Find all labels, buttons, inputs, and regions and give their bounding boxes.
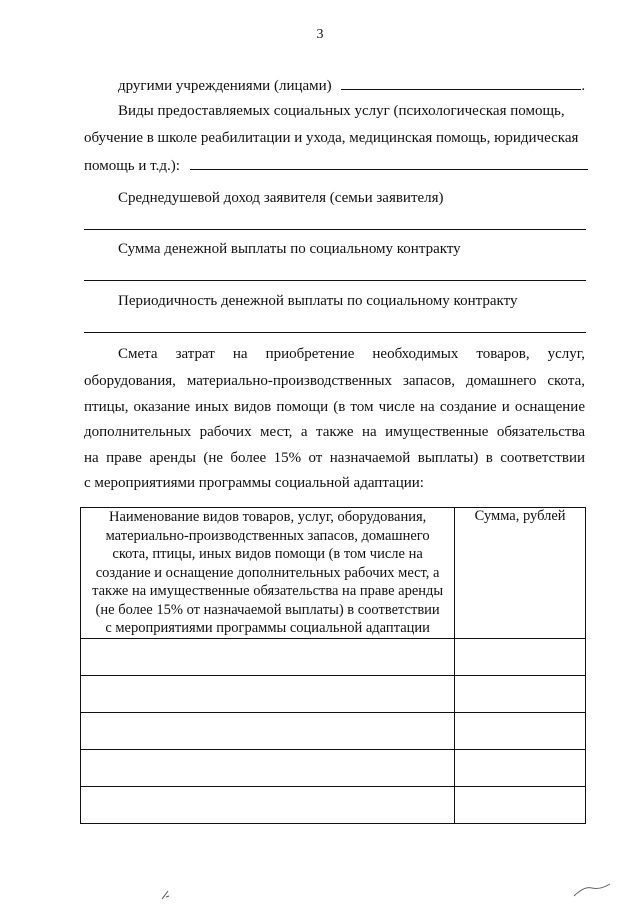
scan-artifact-mark	[160, 887, 176, 901]
item-name-cell[interactable]	[81, 638, 455, 675]
other-institutions-field[interactable]	[341, 75, 581, 90]
other-institutions-label: другими учреждениями (лицами)	[118, 78, 332, 94]
services-line-2: обучение в школе реабилитации и ухода, медицинская помощь, юридическая	[84, 130, 579, 146]
item-sum-cell[interactable]	[455, 786, 586, 823]
header-item-name	[81, 508, 455, 639]
table-row	[81, 712, 586, 749]
services-field[interactable]	[190, 155, 588, 170]
header-name-line: материально-производственных запасов, домашнего	[105, 527, 430, 544]
item-sum-cell[interactable]	[455, 749, 586, 786]
item-name-cell[interactable]	[81, 749, 455, 786]
period-mark: .	[581, 78, 586, 94]
services-line-3	[84, 155, 585, 175]
header-name-line: (не более 15% от назначаемой выплаты) в соответствии	[95, 601, 440, 618]
signature-stroke	[572, 880, 612, 900]
estimate-line-5: на праве аренды (не более 15% от назначаемой выплаты) в соответствии	[84, 450, 585, 466]
estimate-line-4: дополнительных рабочих мест, а также на имущественные обязательства	[84, 424, 585, 440]
payment-sum-field[interactable]	[84, 280, 586, 281]
table-row	[81, 638, 586, 675]
avg-income-field[interactable]	[84, 229, 586, 230]
header-name-line: создание и оснащение дополнительных рабочих мест, а	[95, 564, 440, 581]
header-name-line: с мероприятиями программы социальной адаптации	[105, 620, 430, 636]
payment-period-field[interactable]	[84, 332, 586, 333]
table-row	[81, 675, 586, 712]
header-sum: Сумма, рублей	[455, 508, 586, 639]
estimate-line-6: с мероприятиями программы социальной адаптации:	[84, 475, 424, 491]
services-label-end: помощь и т.д.):	[84, 158, 180, 174]
table-header-row	[81, 508, 586, 639]
other-institutions-line	[118, 75, 585, 95]
payment-sum-label: Сумма денежной выплаты по социальному контракту	[118, 241, 461, 257]
estimate-line-3: птицы, оказание иных видов помощи (в том числе на создание и оснащение	[84, 399, 585, 415]
item-name-cell[interactable]	[81, 675, 455, 712]
item-sum-cell[interactable]	[455, 638, 586, 675]
header-name-line: также на имущественные обязательства на праве аренды	[92, 583, 444, 599]
item-sum-cell[interactable]	[455, 712, 586, 749]
header-name-line: Наименование видов товаров, услуг, оборудования,	[108, 509, 427, 525]
estimate-line-2: оборудования, материально-производственных запасов, домашнего скота,	[84, 373, 585, 389]
table-row	[81, 786, 586, 823]
page-number: 3	[316, 27, 324, 42]
table-row	[81, 749, 586, 786]
payment-period-label: Периодичность денежной выплаты по социальному контракту	[118, 293, 518, 309]
avg-income-label: Среднедушевой доход заявителя (семьи заявителя)	[118, 190, 444, 206]
estimate-table	[80, 507, 586, 824]
item-name-cell[interactable]	[81, 786, 455, 823]
services-line-1: Виды предоставляемых социальных услуг (психологическая помощь,	[118, 103, 565, 119]
item-name-cell[interactable]	[81, 712, 455, 749]
estimate-line-1: Смета затрат на приобретение необходимых товаров, услуг,	[118, 346, 585, 362]
item-sum-cell[interactable]	[455, 675, 586, 712]
header-name-line: скота, птицы, иных видов помощи (в том числе на	[112, 546, 423, 562]
